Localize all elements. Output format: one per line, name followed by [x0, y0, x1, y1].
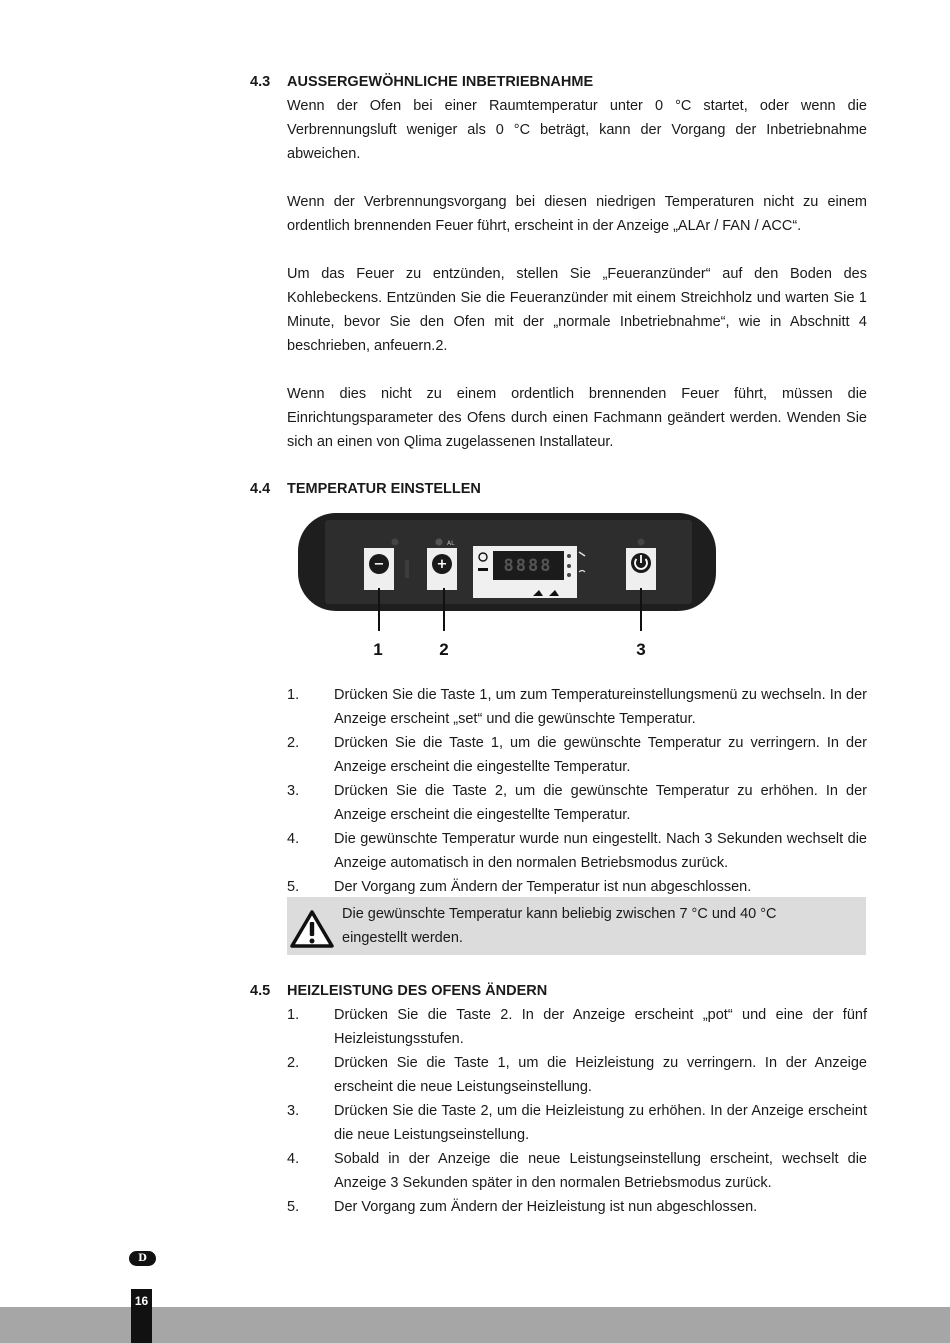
- section-heading: [250, 477, 867, 501]
- steps-list: [287, 683, 867, 899]
- list-item: 1. Drücken Sie die Taste 1, um zum Temperatureinstellungsmenü zu wechseln. In der Anzeige erscheint „set“ und die gewünschte Temperatur.: [287, 686, 867, 727]
- section-4-5: [250, 979, 867, 1234]
- callout-label-2: 2: [439, 640, 449, 659]
- section-number: 4.4: [250, 481, 271, 497]
- paragraph: Wenn dies nicht zu einem ordentlich brennenden Feuer führt, müssen die Einrichtungsparameter des Ofens durch einen Fachmann geändert werden. Wenden Sie sich an einen von Qlima zugelassenen Installateur.: [287, 386, 867, 450]
- list-item: 3. Drücken Sie die Taste 2, um die Heizleistung zu erhöhen. In der Anzeige erscheint die neue Leistungseinstellung.: [287, 1103, 867, 1143]
- paragraph: Um das Feuer zu entzünden, stellen Sie „Feueranzünder“ auf den Boden des Kohlebeckens. Entzünden Sie die Feueranzünder mit einem Streichholz und warten Sie 1 Minute, bevor Sie den Ofen mit der „normale Inbetriebnahme“, wie in Abschnitt 4 beschrieben, anfeuern.2.: [287, 266, 867, 354]
- section-title: TEMPERATUR EINSTELLEN: [287, 481, 481, 497]
- section-heading: [250, 979, 867, 1003]
- list-item: 2. Drücken Sie die Taste 1, um die gewünschte Temperatur zu verringern. In der Anzeige erscheint die eingestellte Temperatur.: [287, 734, 867, 775]
- note-text: Die gewünschte Temperatur kann beliebig zwischen 7 °C und 40 °C eingestellt werden.: [342, 906, 777, 946]
- minus-icon: −: [373, 557, 385, 572]
- indicator-dot: [567, 554, 571, 558]
- list-item: 4. Die gewünschte Temperatur wurde nun eingestellt. Nach 3 Sekunden wechselt die Anzeige automatisch in den normalen Betriebsmodus zurück.: [287, 830, 867, 871]
- control-panel-figure: [287, 508, 745, 668]
- page-number: 16: [131, 1289, 152, 1343]
- section-heading: [250, 70, 867, 94]
- paragraph: Wenn der Verbrennungsvorgang bei diesen niedrigen Temperaturen nicht zu einem ordentlich brennenden Feuer führt, erscheint in der Anzeige „ALAr / FAN / ACC“.: [287, 194, 867, 234]
- section-4-4-steps: [250, 668, 867, 913]
- section-title: AUSSERGEWÖHNLICHE INBETRIEBNAHME: [287, 74, 594, 90]
- section-number: 4.3: [250, 74, 271, 90]
- indicator-dot: [567, 564, 571, 568]
- warning-note: [287, 897, 866, 955]
- section-number: 4.5: [250, 983, 271, 999]
- list-item: 3. Drücken Sie die Taste 2, um die gewünschte Temperatur zu erhöhen. In der Anzeige erscheint die eingestellte Temperatur.: [287, 782, 867, 823]
- callout-label-1: 1: [373, 640, 383, 659]
- list-item: 4. Sobald in der Anzeige die neue Leistungseinstellung erscheint, wechselt die Anzeige 3 Sekunden später in den normalen Betriebsmodus zurück.: [287, 1151, 867, 1191]
- steps-list: [287, 1003, 867, 1219]
- section-4-4: [250, 477, 867, 501]
- list-item: 1. Drücken Sie die Taste 2. In der Anzeige erscheint „pot“ und eine der fünf Heizleistungsstufen.: [287, 1007, 867, 1047]
- lcd-digits: 8888: [503, 556, 553, 576]
- indicator-dot: [567, 573, 571, 577]
- section-4-3: [250, 70, 867, 454]
- al-label: AL: [447, 540, 455, 547]
- slot-divider: [405, 560, 409, 578]
- list-item: 5. Der Vorgang zum Ändern der Heizleistung ist nun abgeschlossen.: [287, 1199, 758, 1215]
- warning-icon: [290, 910, 334, 948]
- callout-label-3: 3: [636, 640, 646, 659]
- indicator-led: [638, 539, 645, 546]
- plus-icon: +: [436, 557, 448, 572]
- indicator-led: [436, 539, 443, 546]
- indicator-led: [392, 539, 399, 546]
- fan-icon: [478, 568, 488, 571]
- language-badge: D: [129, 1251, 156, 1266]
- section-title: HEIZLEISTUNG DES OFENS ÄNDERN: [287, 983, 548, 999]
- list-item: 5. Der Vorgang zum Ändern der Temperatur ist nun abgeschlossen.: [287, 878, 752, 895]
- list-item: 2. Drücken Sie die Taste 1, um die Heizleistung zu verringern. In der Anzeige erscheint die neue Leistungseinstellung.: [287, 1055, 867, 1095]
- paragraph: Wenn der Ofen bei einer Raumtemperatur unter 0 °C startet, oder wenn die Verbrennungsluft weniger als 0 °C beträgt, kann der Vorgang der Inbetriebnahme abweichen.: [287, 98, 867, 162]
